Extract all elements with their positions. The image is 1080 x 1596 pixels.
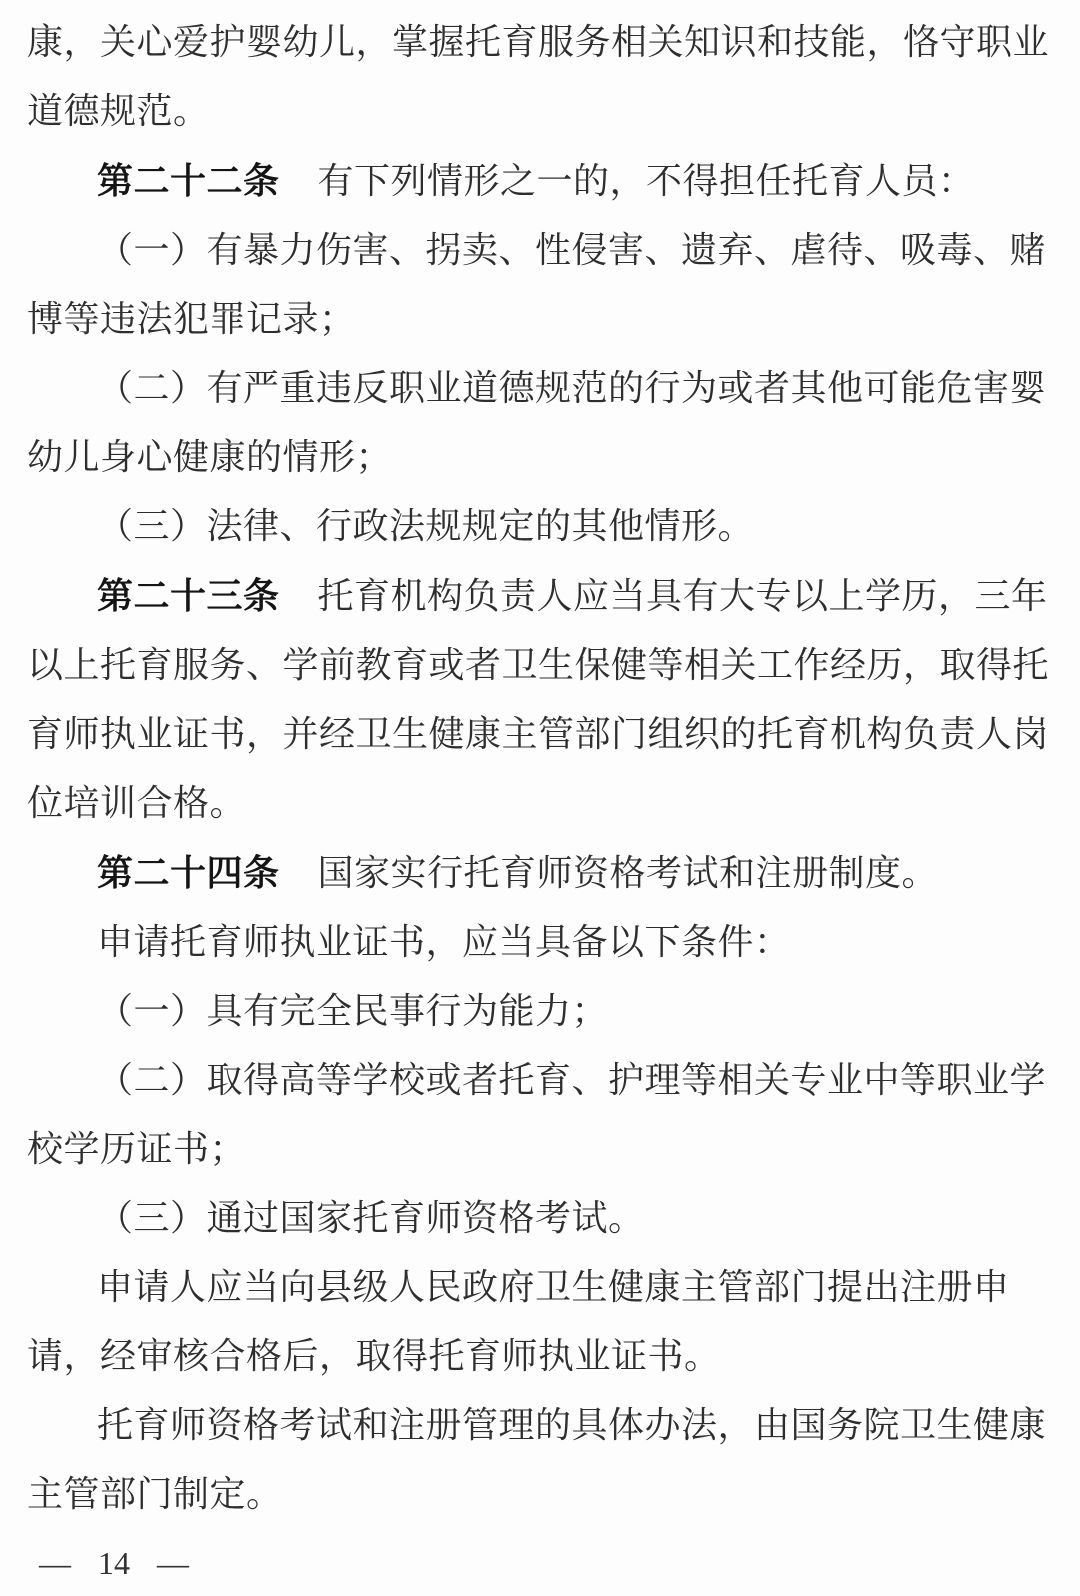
- line-text: 幼儿身心健康的情形；: [27, 437, 393, 477]
- line-text: （三）法律、行政法规规定的其他情形。: [97, 506, 755, 546]
- line-text: （三）通过国家托育师资格考试。: [97, 1198, 645, 1238]
- line-text: 申请人应当向县级人民政府卫生健康主管部门提出注册申: [97, 1267, 1010, 1307]
- list-item-line: [27, 216, 1052, 285]
- list-item-line: [27, 354, 1052, 423]
- document-body: [27, 8, 1052, 1529]
- footer-dash-left: —: [39, 1545, 71, 1581]
- text-line: [27, 1460, 1052, 1529]
- article-24-line: [27, 838, 1052, 908]
- text-line: [27, 77, 1052, 146]
- text-line: [27, 423, 1052, 492]
- text-line: [27, 285, 1052, 354]
- article-number-heading: 第二十四条: [97, 852, 280, 893]
- footer-dash-right: —: [157, 1545, 189, 1581]
- line-text: 康，关心爱护婴幼儿，掌握托育服务相关知识和技能，恪守职业: [27, 22, 1050, 62]
- text-line: [27, 908, 1052, 977]
- article-23-line: [27, 561, 1052, 631]
- line-text: （二）有严重违反职业道德规范的行为或者其他可能危害婴: [97, 368, 1047, 408]
- text-line: [27, 1391, 1052, 1460]
- text-line: [27, 1253, 1052, 1322]
- text-line: [27, 1322, 1052, 1391]
- page-number: 14: [98, 1545, 130, 1581]
- line-text: （一）有暴力伤害、拐卖、性侵害、遗弃、虐待、吸毒、赌: [97, 230, 1047, 270]
- text-line: [27, 1115, 1052, 1184]
- article-number-heading: 第二十三条: [97, 575, 280, 616]
- line-text: 托育机构负责人应当具有大专以上学历，三年: [317, 576, 1048, 616]
- line-text: 请，经审核合格后，取得托育师执业证书。: [27, 1336, 721, 1376]
- line-text: 育师执业证书，并经卫生健康主管部门组织的托育机构负责人岗: [27, 714, 1050, 754]
- line-text: 以上托育服务、学前教育或者卫生保健等相关工作经历，取得托: [27, 645, 1050, 685]
- text-line: [27, 769, 1052, 838]
- text-line: [27, 700, 1052, 769]
- line-text: 申请托育师执业证书，应当具备以下条件：: [97, 922, 791, 962]
- line-text: 托育师资格考试和注册管理的具体办法，由国务院卫生健康: [97, 1405, 1047, 1445]
- line-text: 国家实行托育师资格考试和注册制度。: [317, 853, 939, 893]
- list-item-line: [27, 977, 1052, 1046]
- text-line: [27, 631, 1052, 700]
- line-text: （二）取得高等学校或者托育、护理等相关专业中等职业学: [97, 1060, 1047, 1100]
- page-footer: [27, 1545, 1052, 1582]
- list-item-line: [27, 1184, 1052, 1253]
- line-text: 道德规范。: [27, 91, 210, 131]
- line-text: 位培训合格。: [27, 783, 247, 823]
- article-number-heading: 第二十二条: [97, 160, 280, 201]
- list-item-line: [27, 492, 1052, 561]
- line-text: 有下列情形之一的，不得担任托育人员：: [317, 161, 975, 201]
- article-22-line: [27, 146, 1052, 216]
- line-text: 主管部门制定。: [27, 1474, 283, 1514]
- line-text: 校学历证书；: [27, 1129, 247, 1169]
- line-text: 博等违法犯罪记录；: [27, 299, 356, 339]
- list-item-line: [27, 1046, 1052, 1115]
- text-line: [27, 8, 1052, 77]
- line-text: （一）具有完全民事行为能力；: [97, 991, 609, 1031]
